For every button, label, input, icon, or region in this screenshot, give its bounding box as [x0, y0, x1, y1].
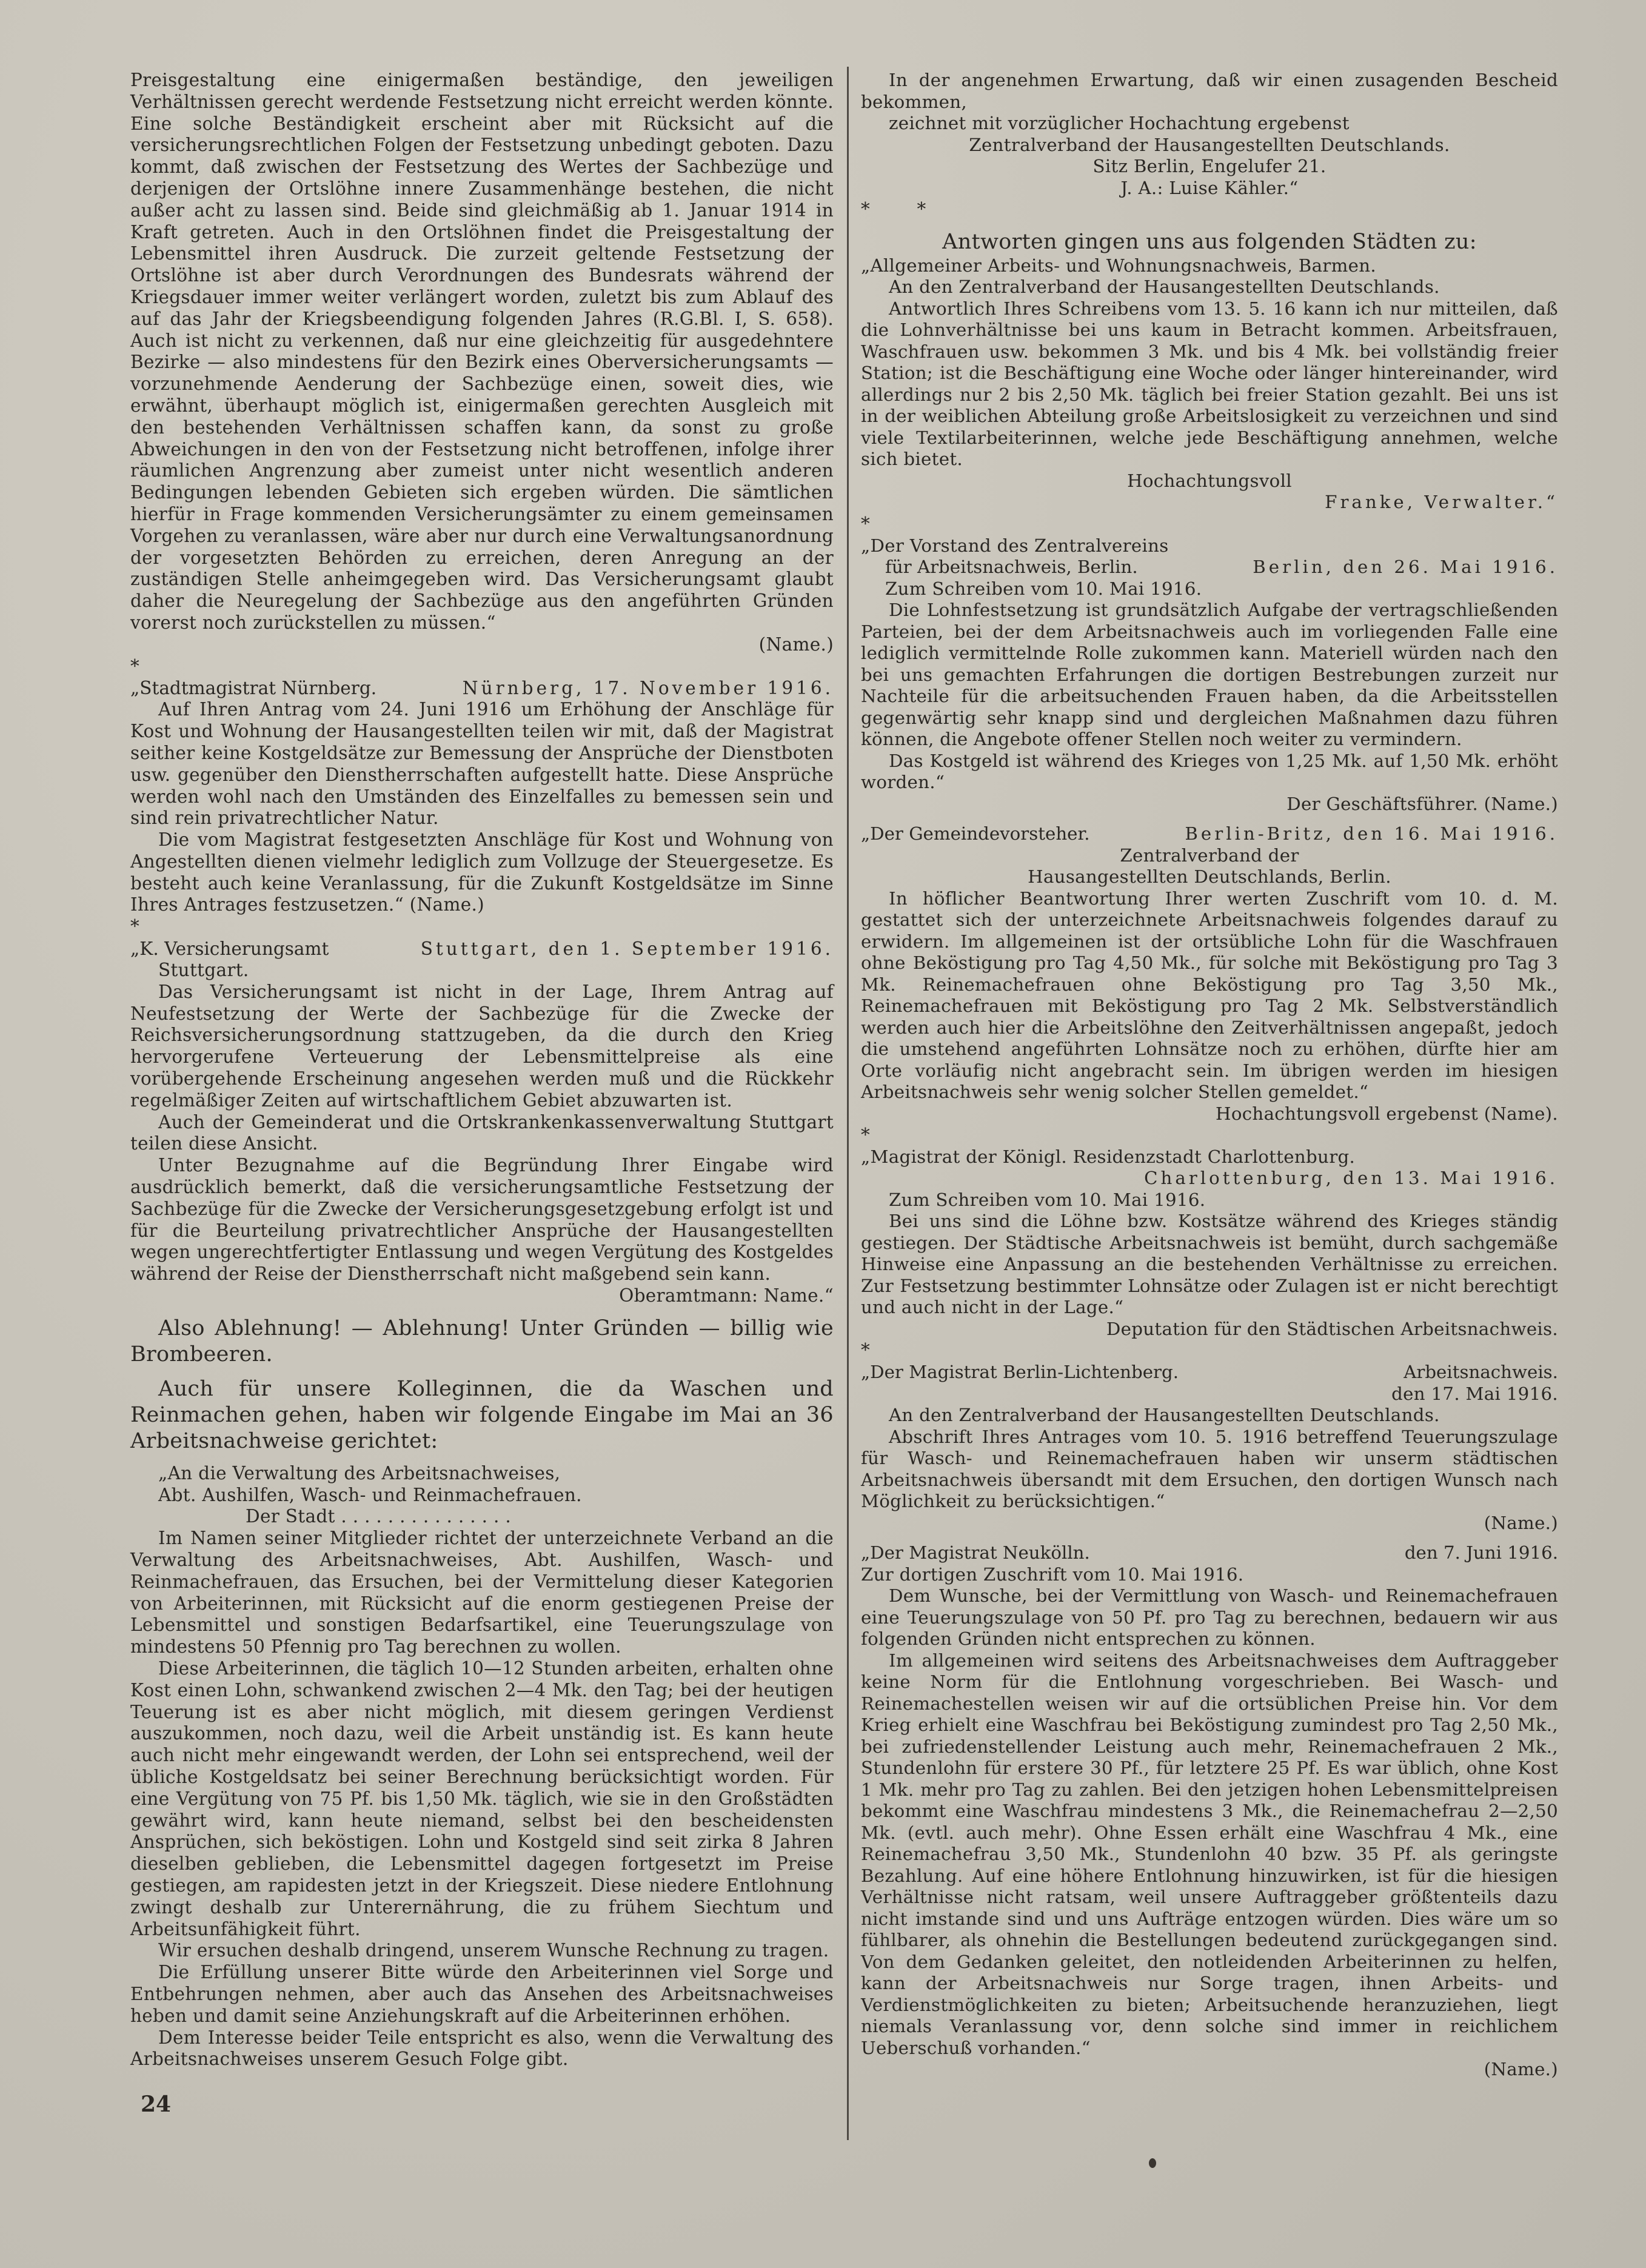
paragraph: Das Versicherungsamt ist nicht in der Lage, Ihrem Antrag auf Neufestsetzung der Werte der Sachbezüge für die Zwecke der Reichsversicherungsordnung stattzugeben, da die durch den Krieg hervorgerufene Verteuerung der Lebensmittelpreise als eine vorübergehende Erscheinung angesehen werden muß und die Rückkehr regelmäßiger Zeiten auf wirtschaftlichem Gebiet abzuwarten ist.	[130, 981, 834, 1111]
address-line: Abt. Aushilfen, Wasch- und Reinmachefrauen.	[158, 1484, 582, 1505]
paragraph: Bei uns sind die Löhne bzw. Kostsätze während des Krieges ständig gestiegen. Der Städtische Arbeitsnachweis ist bemüht, durch sachgemäße Hinweise eine Anpassung an die bestehenden Verhältnisse zu erreichen. Zur Festsetzung bestimmter Lohnsätze oder Zulagen ist er nicht berechtigt und auch nicht in der Lage.“	[861, 1211, 1558, 1318]
letter-header	[861, 823, 1558, 845]
paragraph: Die Lohnfestsetzung ist grundsätzlich Aufgabe der vertragschließenden Parteien, bei der dem Arbeitsnachweis auch im vorliegenden Falle eine lediglich vermittelnde Rolle zukommen kann. Materiell würden nach den bei uns gemachten Erfahrungen die dortigen Bestrebungen zurzeit nur Nachteile für die arbeitsuchenden Frauen haben, da die Arbeitsstellen gegenwärtig sehr knapp sind und dergleichen Maßnahmen dazu führen können, die Angebote offener Stellen noch weiter zu vermindern.	[861, 600, 1558, 750]
paragraph: Abschrift Ihres Antrages vom 10. 5. 1916 betreffend Teuerungszulage für Wasch- und Reinemachefrauen haben wir unserm städtischen Arbeitsnachweis übersandt mit dem Ersuchen, den dortigen Wunsch nach Möglichkeit zu berücksichtigen.“	[861, 1426, 1558, 1512]
place-date: Stuttgart, den 1. September 1916.	[420, 938, 834, 960]
date: den 7. Juni 1916.	[1404, 1542, 1558, 1564]
separator-star: *	[861, 1340, 871, 1361]
column-rule	[847, 67, 849, 2140]
paragraph: Die Erfüllung unserer Bitte würde den Arbeiterinnen viel Sorge und Entbehrungen nehmen, aber auch das Ansehen des Arbeitsnachweises heben und damit seine Anziehungskraft auf die Arbeiterinnen erhöhen.	[130, 1962, 834, 2026]
letter-header	[130, 938, 834, 960]
closing: Zentralverband der Hausangestellten Deutschlands.	[969, 134, 1450, 155]
sender: „Der Vorstand des Zentralvereins	[861, 535, 1169, 556]
place-date: Charlottenburg, den 13. Mai 1916.	[1144, 1168, 1558, 1189]
paragraph: Diese Arbeiterinnen, die täglich 10—12 Stunden arbeiten, erhalten ohne Kost einen Lohn, schwankend zwischen 2—4 Mk. den Tag; bei der heutigen Teuerung ist es aber nicht möglich, mit diesem geringen Verdienst auszukommen, noch dazu, weil die Arbeit unständig ist. Es kann heute auch nicht mehr eingewandt werden, der Lohn sei entsprechend, weil der übliche Kostgeldsatz bei seiner Berechnung berücksichtigt worden. Für eine Vergütung von 75 Pf. bis 1,50 Mk. täglich, wie sie in den Großstädten gewährt wird, kann heute niemand, selbst bei den bescheidensten Ansprüchen, sich beköstigen. Lohn und Kostgeld sind seit zirka 8 Jahren dieselben geblieben, die Lebensmittel dagegen fortgesetzt im Preise gestiegen, am rapidesten jetzt in der Kriegszeit. Diese niedere Entlohnung zwingt deshalb zur Unterernährung, die zu frühem Siechtum und Arbeitsunfähigkeit führt.	[130, 1658, 834, 1939]
sender: „Magistrat der Königl. Residenzstadt Charlottenburg.	[861, 1146, 1356, 1167]
paragraph: Wir ersuchen deshalb dringend, unserem Wunsche Rechnung zu tragen.	[158, 1940, 829, 1961]
paragraph: Im Namen seiner Mitglieder richtet der unterzeichnete Verband an die Verwaltung des Arbeitsnachweises, Abt. Aushilfen, Wasch- und Reinmachefrauen, das Ersuchen, bei der Vermittelung dieser Kategorien von Arbeiterinnen, mit Rücksicht auf die enorm gestiegenen Preise der Lebensmittel und sonstigen Bedarfsartikel, eine Teuerungszulage von mindestens 50 Pfennig pro Tag berechnen zu wollen.	[130, 1528, 834, 1658]
place-date: Berlin, den 26. Mai 1916.	[1253, 557, 1558, 578]
address-line: „An die Verwaltung des Arbeitsnachweises,	[158, 1462, 561, 1484]
address-line: Der Stadt . . . . . . . . . . . . . . .	[246, 1506, 511, 1527]
paragraph: Antwortlich Ihres Schreibens vom 13. 5. 16 kann ich nur mitteilen, daß die Lohnverhältnisse bei uns kaum in Betracht kommen. Arbeitsfrauen, Waschfrauen usw. bekommen 3 Mk. und bis 4 Mk. bei vollständig freier Station; ist die Beschäftigung eine Woche oder länger hintereinander, wird allerdings nur 2 bis 2,50 Mk. täglich bei freier Station gezahlt. Bei uns ist in der weiblichen Abteilung große Arbeitslosigkeit zu verzeichnen und sind viele Textilarbeiterinnen, welche jede Beschäftigung annehmen, welche sich bietet.	[861, 298, 1558, 470]
sender: „Der Gemeindevorsteher.	[861, 823, 1090, 845]
separator-star: *	[130, 916, 140, 937]
ink-blot	[1149, 2158, 1156, 2168]
reference: Zum Schreiben vom 10. Mai 1916.	[885, 578, 1202, 599]
sender: „Allgemeiner Arbeits- und Wohnungsnachweis, Barmen.	[861, 255, 1376, 276]
letter-header	[130, 677, 834, 699]
sender: „K. Versicherungsamt	[130, 938, 329, 960]
signature: Deputation für den Städtischen Arbeitsnachweis.	[1106, 1318, 1558, 1339]
separator-star: * *	[861, 199, 926, 219]
place-date: Nürnberg, 17. November 1916.	[462, 678, 834, 699]
page-number: 24	[141, 2092, 172, 2117]
signature: Der Geschäftsführer. (Name.)	[1286, 793, 1558, 814]
separator-star: *	[861, 513, 871, 534]
department: Arbeitsnachweis.	[1403, 1362, 1558, 1383]
closing: Sitz Berlin, Engelufer 21.	[1092, 156, 1327, 176]
paragraph: Dem Wunsche, bei der Vermittlung von Wasch- und Reinemachefrauen eine Teuerungszulage von 50 Pf. pro Tag zu berechnen, bedauern wir aus folgenden Gründen nicht entsprechen zu können.	[861, 1585, 1558, 1650]
paragraph: In der angenehmen Erwartung, daß wir einen zusagenden Bescheid bekommen,	[861, 70, 1558, 112]
sender: „Der Magistrat Berlin-Lichtenberg.	[861, 1362, 1179, 1383]
signature: Oberamtmann: Name.“	[619, 1285, 834, 1306]
recipient: An den Zentralverband der Hausangestellten Deutschlands.	[889, 276, 1440, 298]
letter-header	[861, 1542, 1558, 1564]
reference: Zum Schreiben vom 10. Mai 1916.	[889, 1189, 1206, 1210]
sender: für Arbeitsnachweis, Berlin.	[885, 557, 1138, 578]
sender: „Der Magistrat Neukölln.	[861, 1542, 1090, 1564]
section-heading: Antworten gingen uns aus folgenden Städten zu:	[942, 229, 1477, 254]
left-column	[130, 70, 834, 2070]
signature: (Name.)	[1484, 1512, 1558, 1533]
right-column	[861, 70, 1558, 2081]
date: den 17. Mai 1916.	[1391, 1383, 1558, 1404]
paragraph: Auch der Gemeinderat und die Ortskrankenkassenverwaltung Stuttgart teilen diese Ansicht.	[130, 1111, 834, 1154]
signature: Hochachtungsvoll ergebenst (Name).	[1216, 1103, 1558, 1124]
paragraph: In höflicher Beantwortung Ihrer werten Zuschrift vom 10. d. M. gestattet sich der unterzeichnete Arbeitsnachweis folgendes darauf zu erwidern. Im allgemeinen ist der ortsübliche Lohn für die Waschfrauen ohne Beköstigung pro Tag 4,50 Mk., für solche mit Beköstigung pro Tag 3 Mk. Reinemachefrauen ohne Beköstigung pro Tag 3,50 Mk., Reinemachefrauen mit Beköstigung pro Tag 2 Mk. Selbstverständlich werden auch hier die Arbeitslöhne den Zeitverhältnissen angepaßt, jedoch die umstehend angeführten Lohnsätze noch zu erhöhen, dürfte hier am Orte vorläufig nicht angebracht sein. Im übrigen werden im hiesigen Arbeitsnachweis sehr wenig solcher Stellen gemeldet.“	[861, 888, 1558, 1103]
reference: Zur dortigen Zuschrift vom 10. Mai 1916.	[861, 1564, 1244, 1585]
commentary: Auch für unsere Kolleginnen, die da Waschen und Reinmachen gehen, haben wir folgende Eingabe im Mai an 36 Arbeitsnachweise gerichtet:	[130, 1376, 834, 1453]
place-date: Berlin-Britz, den 16. Mai 1916.	[1185, 823, 1558, 845]
paragraph: Unter Bezugnahme auf die Begründung Ihrer Eingabe wird ausdrücklich bemerkt, daß die versicherungsamtliche Festsetzung der Sachbezüge für die Zwecke der Versicherungsgesetzgebung erfolgt ist und für die Beurteilung privatrechtlicher Ansprüche der Hausangestellten wegen ungerechtfertigter Entlassung und wegen Vergütung des Kostgeldes während der Reise der Dienstherrschaft nicht maßgebend sein kann.	[130, 1155, 834, 1285]
signature: Hochachtungsvoll	[1127, 470, 1292, 491]
separator-star: *	[130, 655, 140, 677]
signature: (Name.)	[758, 634, 834, 655]
letter-header	[861, 1362, 1558, 1383]
commentary: Also Ablehnung! — Ablehnung! Unter Gründen — billig wie Brombeeren.	[130, 1316, 834, 1366]
recipient: Zentralverband der	[1120, 845, 1299, 866]
closing: zeichnet mit vorzüglicher Hochachtung ergebenst	[889, 113, 1350, 133]
closing: J. A.: Luise Kähler.“	[1120, 177, 1299, 198]
recipient: Hausangestellten Deutschlands, Berlin.	[1028, 866, 1391, 888]
paragraph: Dem Interesse beider Teile entspricht es also, wenn die Verwaltung des Arbeitsnachweises unserem Gesuch Folge gibt.	[130, 2027, 834, 2070]
sender: „Stadtmagistrat Nürnberg.	[130, 678, 377, 699]
signature: (Name.)	[1484, 2059, 1558, 2080]
paragraph: Im allgemeinen wird seitens des Arbeitsnachweises dem Auftraggeber keine Norm für die Entlohnung vorgeschrieben. Bei Wasch- und Reinemachestellen weisen wir auf die ortsüblichen Preise hin. Vor dem Krieg erhielt eine Waschfrau bei Beköstigung zumindest pro Tag 2,50 Mk., bei zufriedenstellender Leistung auch mehr, Reinemachefrauen 2 Mk., Stundenlohn für erstere 30 Pf., für letztere 25 Pf. Es war üblich, ohne Kost 1 Mk. mehr pro Tag zu zahlen. Bei den jetzigen hohen Lebensmittelpreisen bekommt eine Waschfrau mindestens 3 Mk., die Reinemachefrau 2—2,50 Mk. (evtl. auch mehr). Ohne Essen erhält eine Waschfrau 4 Mk., eine Reinemachefrau 3,50 Mk., Stundenlohn 40 bzw. 35 Pf. als geringste Bezahlung. Auf eine höhere Entlohnung hinzuwirken, ist für die hiesigen Verhältnisse nicht ratsam, weil unsere Auftraggeber größtenteils dazu nicht imstande sind und uns Aufträge entzogen würden. Dies wäre um so fühlbarer, als ohnehin die Bestellungen bedeutend zurückgegangen sind. Von dem Gedanken geleitet, den notleidenden Arbeiterinnen zu helfen, kann der Arbeitsnachweis nur Sorge tragen, ihnen Arbeits- und Verdienstmöglichkeiten zu bieten; Arbeitsuchende heranzuziehen, liegt niemals Veranlassung vor, denn solche sind immer in reichlichem Ueberschuß vorhanden.“	[861, 1650, 1558, 2058]
paragraph: Preisgestaltung eine einigermaßen beständige, den jeweiligen Verhältnissen gerecht werdende Festsetzung nicht erreicht werden könnte. Eine solche Beständigkeit erscheint aber mit Rücksicht auf die versicherungsrechtlichen Folgen der Festsetzung unbedingt geboten. Dazu kommt, daß zwischen der Festsetzung des Wertes der Sachbezüge und derjenigen der Ortslöhne innere Zusammenhänge bestehen, die nicht außer acht zu lassen sind. Beide sind gleichmäßig ab 1. Januar 1914 in Kraft getreten. Auch in den Ortslöhnen findet die Preisgestaltung der Lebensmittel ihren Ausdruck. Die zurzeit geltende Festsetzung der Ortslöhne ist aber durch Verordnungen des Bundesrats während der Kriegsdauer immer weiter verlängert worden, zuletzt bis zum Ablauf des auf das Jahr der Kriegsbeendigung folgenden Jahres (R.G.Bl. I, S. 658). Auch ist nicht zu verkennen, daß nur eine gleichzeitig für ausgedehntere Bezirke — also mindestens für den Bezirk eines Oberversicherungsamts — vorzunehmende Aenderung der Sachbezüge einen, soweit dies, wie erwähnt, überhaupt möglich ist, einigermaßen gerechten Ausgleich mit den bestehenden Verhältnissen schaffen kann, da sonst zu große Abweichungen in den von der Festsetzung nicht betroffenen, infolge ihrer räumlichen Angrenzung aber zumeist unter nicht wesentlich anderen Bedingungen lebenden Gebieten sich ergeben würden. Die sämtlichen hierfür in Frage kommenden Versicherungsämter zu einem gemeinsamen Vorgehen zu veranlassen, wäre aber nur durch eine Verwaltungsanordnung der vorgesetzten Behörden zu erreichen, deren Anregung an der zuständigen Stelle anheimgegeben wird. Das Versicherungsamt glaubt daher die Neuregelung der Sachbezüge aus den angeführten Gründen vorerst noch zurückstellen zu müssen.“	[130, 70, 834, 633]
paragraph: Auf Ihren Antrag vom 24. Juni 1916 um Erhöhung der Anschläge für Kost und Wohnung der Hausangestellten teilen wir mit, daß der Magistrat seither keine Kostgeldsätze zur Bemessung der Ansprüche der Dienstboten usw. gegenüber den Dienstherrschaften aufgestellt hatte. Diese Ansprüche werden wohl nach den Umständen des Einzelfalles zu bemessen sein und sind rein privatrechtlicher Natur.	[130, 699, 834, 829]
paragraph: Das Kostgeld ist während des Krieges von 1,25 Mk. auf 1,50 Mk. erhöht worden.“	[861, 750, 1558, 793]
recipient: An den Zentralverband der Hausangestellten Deutschlands.	[889, 1405, 1440, 1426]
signature: Franke, Verwalter.“	[1325, 492, 1558, 513]
city: Stuttgart.	[158, 960, 249, 981]
separator-star: *	[861, 1125, 871, 1146]
paragraph: Die vom Magistrat festgesetzten Anschläge für Kost und Wohnung von Angestellten dienen vielmehr lediglich zum Vollzuge der Steuergesetze. Es besteht auch keine Veranlassung, für die Zukunft Kostgeldsätze im Sinne Ihres Antrages festzusetzen.“ (Name.)	[130, 829, 834, 915]
letter-header	[861, 557, 1558, 578]
